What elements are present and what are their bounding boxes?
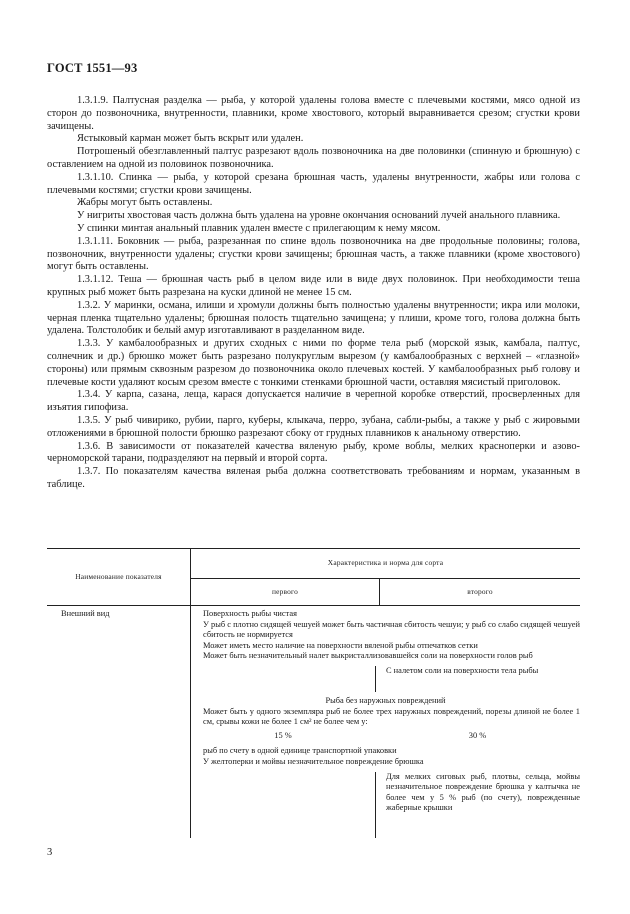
norm-line: Может быть незначительный налет выкристаллизовавшейся соли на поверхности голов рыб [203,651,533,661]
first-grade-cell [191,666,376,692]
second-grade-cell: С налетом соли на поверхности тела рыбы [386,665,539,675]
first-grade-percent: 15 % [274,730,292,740]
second-grade-cell: Для мелких сиговых рыб, плотвы, сельца, мойвы незначительное повреждение брюшка у калтычка не более чем у 5 % рыб (по счету), поврежденные жаберные крышки [386,771,580,813]
quality-table [47,548,580,838]
paragraph: 1.3.1.10. Спинка — рыба, у которой срезана брюшная часть, удалены внутренности, жабры или голова с плечевыми костями; сгустки крови зачищены. [47,171,580,196]
paragraph: Ястыковый карман может быть вскрыт или удален. [77,133,304,145]
table-header-row [47,549,580,579]
norm-line: У рыб с плотно сидящей чешуей может быть частичная сбитость чешуи; у рыб со слабо сидящей чешуей сбитость не нормируется [203,619,580,640]
paragraph: У нигриты хвостовая часть должна быть удалена на уровне окончания оснований лучей анального плавника. [77,210,561,222]
row-content [191,606,581,838]
norm-line: У желтоперки и мойвы незначительное повреждение брюшка [203,756,424,766]
page-number: 3 [47,847,53,858]
first-grade-cell [191,772,376,838]
norm-line: Может иметь место наличие на поверхности вяленой рыбы отпечатков сетки [203,640,478,650]
norm-line: Поверхность рыбы чистая [203,609,297,618]
norm-split-row [191,768,580,838]
norm-split-row [191,662,580,692]
paragraph: 1.3.5. У рыб чивирико, рубии, парго, куберы, клыкача, перро, зубана, сабли-рыбы, а также у рыб с жировыми отложениями в брюшной полости брюшко разрезают сбоку от грудных плавников к анальному отверстию. [47,414,580,439]
norm-line: Может быть у одного экземпляра рыб не более трех наружных повреждений, порезы длиной не более 1 см, срывы кожи не более 1 см² не более чем у: [203,706,580,727]
header-first-grade: первого [191,578,380,605]
row-name-appearance: Внешний вид [47,606,191,838]
body-text [47,95,580,492]
norm-percent-row [191,728,580,742]
header-second-grade: второго [380,578,581,605]
document-header: ГОСТ 1551—93 [47,61,138,75]
paragraph: 1.3.7. По показателям качества вяленая рыба должна соответствовать требованиям и нормам, указанным в таблице. [47,466,580,490]
paragraph: У спинки минтая анальный плавник удален вместе с прилегающим к нему мясом. [77,222,441,234]
header-indicator-name: Наименование показателя [47,549,191,606]
header-grade-group: Характеристика и норма для сорта [191,549,581,579]
norm-line: Рыба без наружных повреждений [325,695,446,705]
paragraph: 1.3.2. У маринки, османа, илиши и хромули должны быть полностью удалены внутренности; икра или молоки, черная пленка тщательно удалены; брюшная полость тщательно зачищена; у плиши, кроме того, голова должна быть удалена. Толстолобик и белый амур изготавливают в разделанном виде. [47,299,580,337]
paragraph: 1.3.1.11. Боковник — рыба, разрезанная по спине вдоль позвоночника на две продольные половины; голова, позвоночник, внутренности удалены; сгустки крови зачищены; брюшная часть, а также плавники (кроме хвостового) могут быть оставлены. [47,235,580,273]
paragraph: 1.3.1.9. Палтусная разделка — рыба, у которой удалены голова вместе с плечевыми костями, мясо одной из сторон до позвоночника, внутренности, плавники, кроме хвостового, который выравнивается срезом; сгустки крови зачищены. [47,95,580,132]
second-grade-percent: 30 % [468,730,487,740]
paragraph: 1.3.1.12. Теша — брюшная часть рыб в целом виде или в виде двух половинок. При необходимости теша крупных рыб может быть разрезана на куски длиной не менее 15 см. [47,274,580,298]
table-row [47,606,580,838]
paragraph: Жабры могут быть оставлены. [77,197,213,209]
paragraph: Потрошеный обезглавленный палтус разрезают вдоль позвоночника на две половинки (спинную и брюшную) с оставлением на одной из половинок позвоночника. [47,146,580,170]
paragraph: 1.3.6. В зависимости от показателей качества вяленую рыбу, кроме воблы, мелких красноперки и азово-черноморской тарани, подразделяют на первый и второй сорта. [47,440,580,465]
norm-line: рыб по счету в одной единице транспортной упаковки [203,746,397,756]
paragraph: 1.3.3. У камбалообразных и других сходных с ними по форме тела рыб (морской язык, камбала, палтус, солнечник и др.) брюшко может быть разрезано полукруглым вырезом (у камбалообразных с верхней – «глазной» стороны) или прямым сквозным разрезом до позвоночника около плечевых костей. У камбалообразных рыб голову и плечевые кости удаляют косым срезом вместе с тонкими стенками брюшной части, оставляя мясистый приголовок. [47,338,580,388]
paragraph: 1.3.4. У карпа, сазана, леща, карася допускается наличие в черепной коробке отверстий, просверленных для изъятия гипофиза. [47,389,580,414]
